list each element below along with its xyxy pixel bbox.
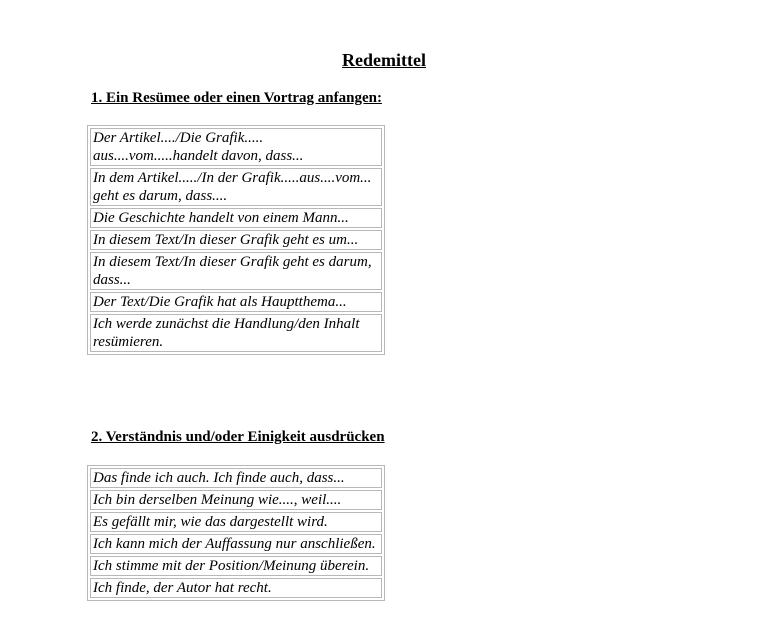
table-row xyxy=(90,128,382,166)
table-row xyxy=(90,534,382,554)
table-row xyxy=(90,168,382,206)
phrase-cell: In diesem Text/In dieser Grafik geht es darum, dass... xyxy=(90,252,382,290)
section-heading-agreement: 2. Verständnis und/oder Einigkeit ausdrücken xyxy=(91,429,385,445)
phrase-cell: Die Geschichte handelt von einem Mann... xyxy=(90,208,382,228)
phrase-line: geht es darum, dass.... xyxy=(93,188,228,204)
phrase-cell: Ich werde zunächst die Handlung/den Inhalt resümieren. xyxy=(90,314,382,352)
phrase-line: Der Artikel..../Die Grafik..... xyxy=(93,130,264,146)
table-row xyxy=(90,292,382,312)
section-heading-summary-start: 1. Ein Resümee oder einen Vortrag anfangen: xyxy=(91,90,382,106)
phrase-cell: Ich stimme mit der Position/Meinung überein. xyxy=(90,556,382,576)
phrase-cell xyxy=(90,128,382,166)
phrase-cell: Der Text/Die Grafik hat als Hauptthema... xyxy=(90,292,382,312)
table-row xyxy=(90,490,382,510)
table-row xyxy=(90,578,382,598)
phrase-line: In dem Artikel...../In der Grafik.....aus....vom... xyxy=(93,170,372,186)
phrase-line: aus....vom.....handelt davon, dass... xyxy=(93,148,304,164)
phrase-table-agreement xyxy=(87,465,385,601)
phrase-cell xyxy=(90,168,382,206)
table-row xyxy=(90,556,382,576)
table-row xyxy=(90,252,382,290)
page-title: Redemittel xyxy=(342,50,426,70)
phrase-cell: Es gefällt mir, wie das dargestellt wird. xyxy=(90,512,382,532)
phrase-cell: In diesem Text/In dieser Grafik geht es um... xyxy=(90,230,382,250)
phrase-cell: Ich bin derselben Meinung wie...., weil.... xyxy=(90,490,382,510)
phrase-table-summary-start xyxy=(87,125,385,355)
phrase-cell: Das finde ich auch. Ich finde auch, dass... xyxy=(90,468,382,488)
table-row xyxy=(90,468,382,488)
table-row xyxy=(90,230,382,250)
table-row xyxy=(90,314,382,352)
phrase-cell: Ich kann mich der Auffassung nur anschließen. xyxy=(90,534,382,554)
phrase-cell: Ich finde, der Autor hat recht. xyxy=(90,578,382,598)
table-row xyxy=(90,512,382,532)
table-row xyxy=(90,208,382,228)
